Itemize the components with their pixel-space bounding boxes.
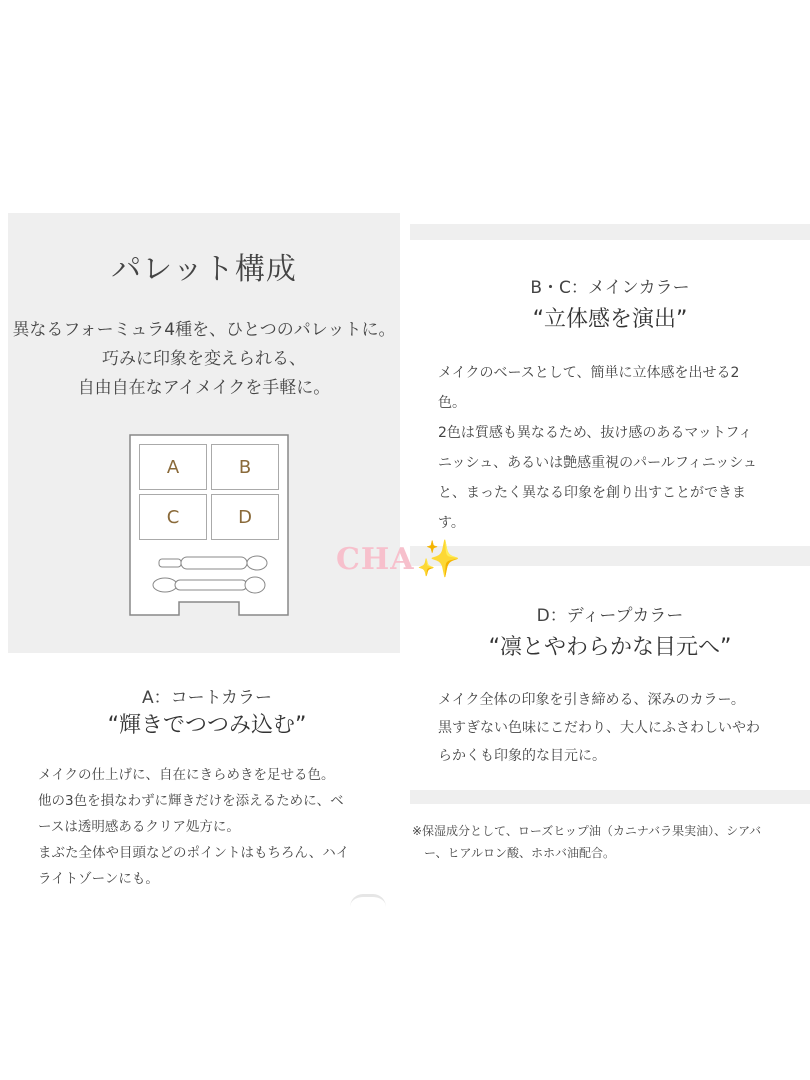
section-bc-label: B・C：メインカラー — [530, 278, 690, 298]
pan-a: A — [139, 444, 207, 490]
footnote-line: ※保湿成分として、ローズヒップ油（カニナバラ果実油）、シアバ — [412, 824, 762, 838]
body-line: 黒すぎない色味にこだわり、大人にふさわしいやわ — [438, 720, 760, 736]
body-line: ライトゾーンにも。 — [38, 871, 159, 887]
body-line: メイクのベースとして、簡単に立体感を出せる2 — [438, 365, 740, 381]
palette-desc-line: 巧みに印象を変えられる、 — [102, 349, 306, 369]
footnote-line: ー、ヒアルロン酸、ホホバ油配合。 — [412, 846, 616, 860]
body-line: メイク全体の印象を引き締める、深みのカラー。 — [438, 692, 745, 708]
palette-desc-line: 自由自在なアイメイクを手軽に。 — [77, 378, 331, 398]
watermark-text: CHA — [336, 542, 415, 577]
section-a-body — [38, 762, 388, 892]
body-line: らかくも印象的な目元に。 — [438, 748, 606, 764]
pan-c: C — [139, 494, 207, 540]
divider — [410, 790, 810, 804]
section-bc-catchphrase: “立体感を演出” — [532, 307, 688, 332]
footnote — [412, 820, 804, 864]
body-line: と、まったく異なる印象を創り出すことができま — [438, 485, 746, 501]
divider — [410, 546, 810, 566]
pan-d: D — [211, 494, 279, 540]
body-line: 他の3色を損なわずに輝きだけを添えるために、ベ — [38, 793, 344, 809]
decorative-arc — [350, 894, 386, 907]
palette-title: パレット構成 — [111, 252, 297, 287]
body-line: す。 — [438, 515, 465, 531]
section-d-label: D：ディープカラー — [536, 606, 684, 626]
section-d-body — [438, 686, 800, 770]
body-line: ースは透明感あるクリア処方に。 — [38, 819, 240, 835]
palette-diagram — [129, 434, 289, 616]
section-d-catchphrase: “凛とやわらかな目元へ” — [488, 635, 732, 660]
palette-desc-line: 異なるフォーミュラ4種を、ひとつのパレットに。 — [12, 320, 396, 340]
palette-description — [8, 316, 400, 403]
body-line: 2色は質感も異なるため、抜け感のあるマットフィ — [438, 425, 753, 441]
section-bc-body — [438, 358, 800, 538]
body-line: ニッシュ、あるいは艶感重視のパールフィニッシュ — [438, 455, 757, 471]
body-line: 色。 — [438, 395, 466, 411]
body-line: まぶた全体や目頭などのポイントはもちろん、ハイ — [38, 845, 350, 861]
divider — [410, 224, 810, 240]
body-line: メイクの仕上げに、自在にきらめきを足せる色。 — [38, 767, 335, 783]
section-a-catchphrase: “輝きでつつみ込む” — [107, 713, 307, 738]
section-a-label: A：コートカラー — [141, 688, 273, 708]
pan-b: B — [211, 444, 279, 490]
sparkles-icon: ✨ — [416, 539, 461, 580]
